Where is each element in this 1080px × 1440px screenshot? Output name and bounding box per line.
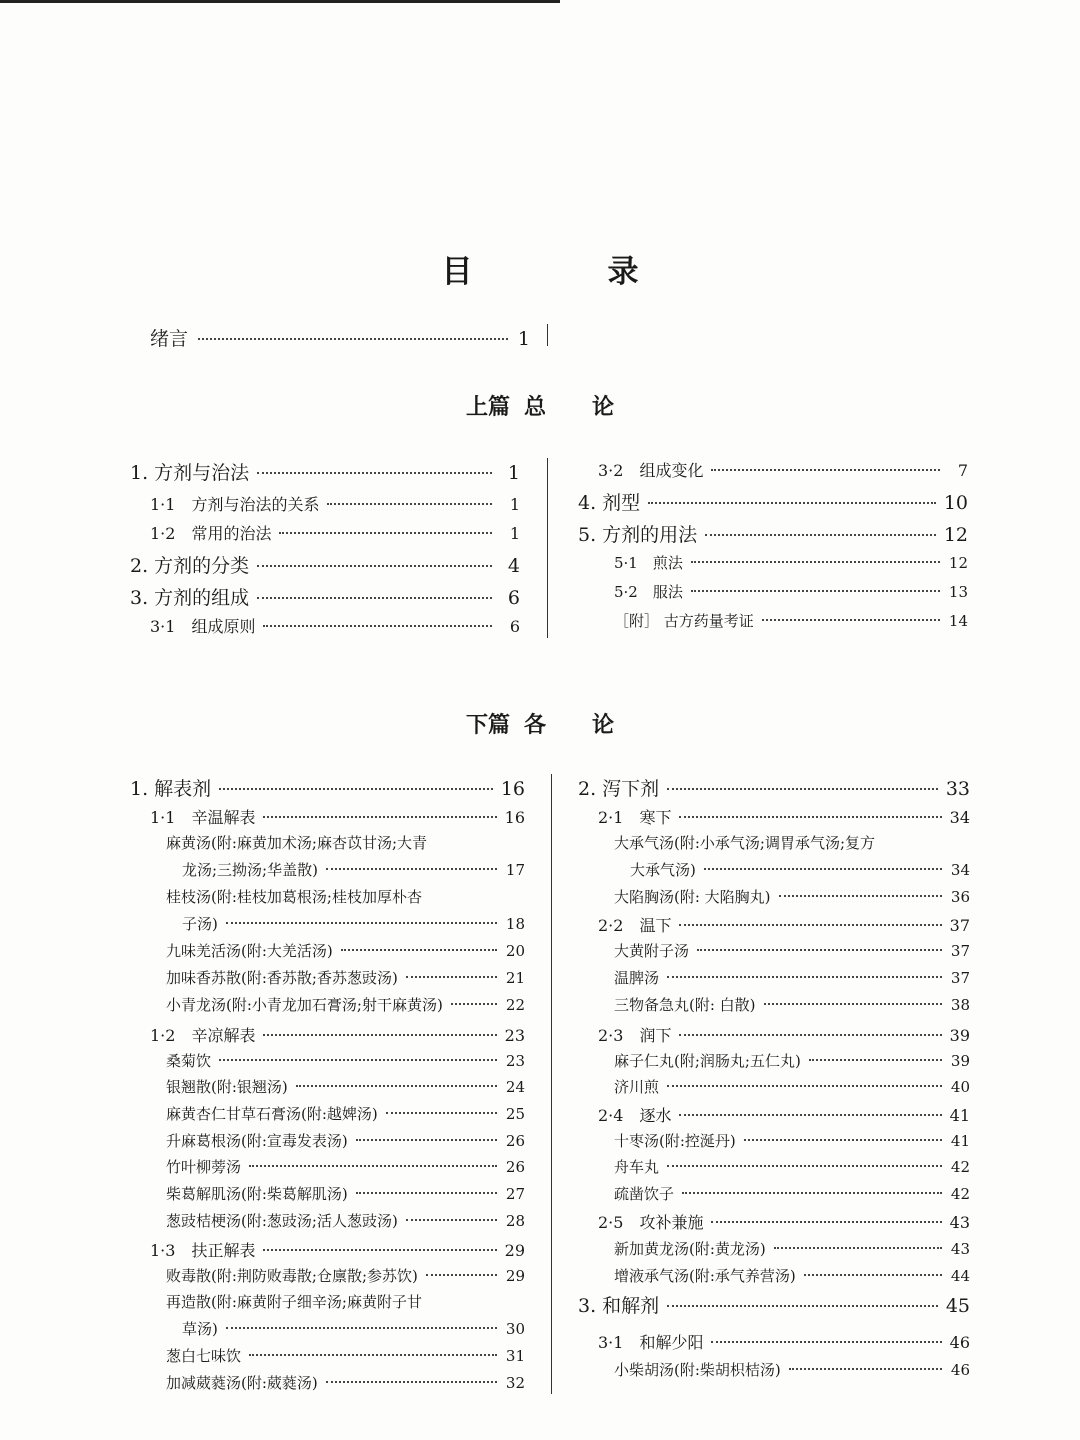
page-title: 目 录 [441,254,691,290]
toc-entry[interactable] [130,967,525,988]
part-heading-general [0,390,1080,421]
toc-entry-page: 12 [943,524,968,546]
toc-entry[interactable] [130,1130,525,1151]
toc-entry-label: 葱豉桔梗汤(附:葱豉汤;活人葱豉汤) [166,1212,398,1230]
toc-entry[interactable] [130,913,525,934]
toc-entry[interactable] [578,832,970,853]
toc-entry-page: 29 [504,1241,525,1260]
toc-entry[interactable] [578,859,970,880]
toc-entry[interactable] [578,1023,970,1046]
toc-entry-page: 14 [948,612,968,630]
part-word: 总 [523,394,546,420]
toc-entry-page: 27 [505,1185,525,1203]
toc-entry-label: 2·4 逐水 [598,1106,672,1125]
leader-dots [705,534,936,536]
toc-entry-label: 子汤) [182,915,218,933]
toc-entry-label: 1·1 方剂与治法的关系 [150,495,320,514]
toc-entry-label: 2. 方剂的分类 [130,555,250,577]
toc-entry-label: 麻子仁丸(附;润肠丸;五仁丸) [614,1052,801,1070]
toc-entry[interactable] [130,1265,525,1286]
toc-entry-page: 21 [505,969,525,987]
toc-entry-page: 22 [505,996,525,1014]
toc-entry-label: 增液承气汤(附:承气养营汤) [614,1267,796,1285]
toc-entry-page: 33 [945,778,970,800]
toc-entry-page: 16 [504,808,525,827]
toc-entry[interactable] [130,1103,525,1124]
toc-entry-page: 43 [949,1213,970,1232]
leader-dots [804,1274,942,1276]
toc-entry[interactable] [578,610,968,631]
toc-entry-page: 44 [950,1267,970,1285]
toc-entry-label: 3. 方剂的组成 [130,587,250,609]
toc-entry-page: 23 [504,1026,525,1045]
leader-dots [198,338,508,340]
leader-dots [327,503,492,505]
toc-entry-page: 1 [517,328,530,350]
leader-dots [263,816,496,818]
toc-entry[interactable] [578,1076,970,1097]
toc-entry[interactable] [130,1291,525,1312]
toc-entry-page: 41 [950,1132,970,1150]
toc-entry-label: 再造散(附:麻黄附子细辛汤;麻黄附子甘 [166,1293,422,1311]
leader-dots [219,788,493,790]
toc-entry-page: 1 [509,495,520,514]
toc-entry-page: 13 [948,583,968,601]
part-word: 论 [592,712,615,738]
leader-dots [774,1247,942,1249]
leader-dots [257,472,492,474]
toc-entry-page: 10 [943,492,968,514]
toc-entry-label: 3. 和解剂 [578,1295,660,1317]
leader-dots [711,1221,941,1223]
toc-entry[interactable] [578,774,970,801]
toc-entry-page: 4 [507,555,520,577]
toc-entry-label: 银翘散(附:银翘汤) [166,1078,288,1096]
toc-entry[interactable] [130,1318,525,1339]
toc-entry-page: 18 [505,915,525,933]
toc-entry-label: 十枣汤(附:控涎丹) [614,1132,736,1150]
leader-dots [451,1003,497,1005]
leader-dots [249,1165,497,1167]
toc-entry-label: 3·1 组成原则 [150,617,256,636]
toc-entry-label: 败毒散(附:荆防败毒散;仓廪散;参苏饮) [166,1267,418,1285]
toc-entry-label: 桑菊饮 [166,1052,212,1070]
toc-entry-intro[interactable] [150,324,530,351]
toc-entry[interactable] [578,581,968,602]
toc-entry-page: 26 [505,1132,525,1150]
leader-dots [406,976,497,978]
toc-entry[interactable] [130,1076,525,1097]
toc-column-specific-right [578,774,970,1394]
leader-dots [356,1192,497,1194]
toc-entry[interactable] [578,520,968,547]
toc-entry-label: 1·3 扶正解表 [150,1241,256,1260]
toc-entry[interactable] [130,805,525,828]
leader-dots [386,1112,497,1114]
toc-entry-label: 2. 泻下剂 [578,778,660,800]
toc-entry-page: 16 [500,778,525,800]
toc-entry-page: 41 [949,1106,970,1125]
leader-dots [648,502,936,504]
leader-dots [789,1368,942,1370]
toc-entry-label: 温脾汤 [614,969,660,987]
toc-entry-label: 大承气汤(附:小承气汤;调胃承气汤;复方 [614,834,876,852]
toc-entry-label: 加味香苏散(附:香苏散;香苏葱豉汤) [166,969,398,987]
toc-entry[interactable] [578,1210,970,1233]
toc-entry[interactable] [130,886,525,907]
toc-entry-label: 草汤) [182,1320,218,1338]
toc-entry-label: 大承气汤) [630,861,696,879]
toc-entry-page: 37 [950,969,970,987]
toc-entry[interactable] [130,1183,525,1204]
toc-entry-label: 龙汤;三拗汤;华盖散) [182,861,318,879]
toc-entry-page: 40 [950,1078,970,1096]
toc-entry-label: 麻黄杏仁甘草石膏汤(附:越婢汤) [166,1105,378,1123]
toc-entry[interactable] [578,1103,970,1126]
toc-entry-label: 1. 解表剂 [130,778,212,800]
toc-entry-label: 1·2 辛凉解表 [150,1026,256,1045]
toc-entry-label: 1·1 辛温解表 [150,808,256,827]
leader-dots [249,1354,497,1356]
toc-entry-page: 34 [949,808,970,827]
toc-entry-page: 17 [505,861,525,879]
toc-entry-label: 2·2 温下 [598,916,672,935]
toc-entry-label: 2·5 攻补兼施 [598,1213,704,1232]
toc-entry-label: 升麻葛根汤(附:宣毒发表汤) [166,1132,348,1150]
toc-column-general-right [578,458,968,638]
leader-dots [263,1034,496,1036]
leader-dots [406,1219,497,1221]
leader-dots [341,949,497,951]
toc-entry-label: 5·1 煎法 [614,554,683,572]
toc-entry-label: 3·2 组成变化 [598,461,704,480]
toc-entry[interactable] [130,583,520,610]
toc-entry-page: 31 [505,1347,525,1365]
part-prefix: 下篇 [465,712,510,738]
toc-entry-label: 葱白七味饮 [166,1347,242,1365]
toc-entry-label: ［附］ 古方药量考证 [614,612,754,630]
toc-entry[interactable] [578,1156,970,1177]
toc-entry[interactable] [130,492,520,515]
toc-entry[interactable] [130,458,520,485]
toc-entry-label: 大陷胸汤(附: 大陷胸丸) [614,888,771,906]
top-rule [0,0,560,3]
toc-entry[interactable] [578,994,970,1015]
toc-entry-page: 37 [950,942,970,960]
leader-dots [257,565,492,567]
leader-dots [691,561,940,563]
toc-entry-page: 42 [950,1185,970,1203]
divider [547,324,548,346]
leader-dots [762,619,940,621]
column-divider [547,458,548,638]
toc-entry[interactable] [130,521,520,544]
toc-column-specific-left [130,774,525,1394]
toc-entry[interactable] [578,1291,970,1318]
toc-entry[interactable] [578,1050,970,1071]
toc-entry-label: 小柴胡汤(附:柴胡枳桔汤) [614,1361,781,1379]
toc-entry[interactable] [578,805,970,828]
leader-dots [679,1114,941,1116]
toc-entry-page: 39 [950,1052,970,1070]
toc-entry[interactable] [130,774,525,801]
part-heading-specific [0,708,1080,739]
toc-entry[interactable] [130,994,525,1015]
toc-entry-label: 大黄附子汤 [614,942,690,960]
leader-dots [667,976,942,978]
toc-entry[interactable] [578,458,968,481]
leader-dots [691,590,940,592]
toc-entry-label: 麻黄汤(附:麻黄加术汤;麻杏苡甘汤;大青 [166,834,428,852]
toc-column-general-left [130,458,520,638]
toc-entry[interactable] [130,614,520,637]
toc-entry-page: 46 [949,1333,970,1352]
toc-entry-page: 25 [505,1105,525,1123]
toc-entry[interactable] [130,832,525,853]
leader-dots [704,868,942,870]
toc-entry-page: 37 [949,916,970,935]
toc-entry-page: 38 [950,996,970,1014]
leader-dots [226,1327,497,1329]
toc-entry-label: 加减葳蕤汤(附:葳蕤汤) [166,1374,318,1392]
part-word: 各 [523,712,546,738]
toc-entry-page: 23 [505,1052,525,1070]
leader-dots [682,1192,942,1194]
toc-entry[interactable] [130,1156,525,1177]
leader-dots [257,597,492,599]
toc-entry[interactable] [578,1265,970,1286]
leader-dots [279,532,492,534]
leader-dots [326,1381,497,1383]
toc-entry-label: 绪言 [150,328,189,350]
leader-dots [226,922,497,924]
toc-entry-page: 42 [950,1158,970,1176]
toc-entry-page: 46 [950,1361,970,1379]
toc-entry[interactable] [578,1330,970,1353]
leader-dots [667,1305,938,1307]
leader-dots [764,1003,942,1005]
toc-entry-label: 疏凿饮子 [614,1185,675,1203]
leader-dots [779,895,942,897]
toc-entry[interactable] [130,1023,525,1046]
toc-entry[interactable] [578,552,968,573]
toc-entry-label: 济川煎 [614,1078,660,1096]
leader-dots [679,816,941,818]
toc-entry[interactable] [578,488,968,515]
toc-entry-page: 28 [505,1212,525,1230]
toc-entry-label: 4. 剂型 [578,492,641,514]
toc-entry-page: 32 [505,1374,525,1392]
leader-dots [697,949,942,951]
toc-entry-page: 45 [945,1295,970,1317]
toc-entry-label: 3·1 和解少阳 [598,1333,704,1352]
toc-entry-page: 30 [505,1320,525,1338]
toc-entry[interactable] [130,1345,525,1366]
toc-entry-page: 43 [950,1240,970,1258]
toc-entry-label: 1·2 常用的治法 [150,524,272,543]
toc-entry-label: 九味羌活汤(附:大羌活汤) [166,942,333,960]
toc-entry[interactable] [578,913,970,936]
toc-entry-label: 新加黄龙汤(附:黄龙汤) [614,1240,766,1258]
toc-entry[interactable] [578,1238,970,1259]
toc-entry-page: 24 [505,1078,525,1096]
toc-entry-page: 7 [957,461,968,480]
toc-entry[interactable] [578,1183,970,1204]
toc-entry-page: 1 [509,524,520,543]
leader-dots [219,1059,497,1061]
toc-entry[interactable] [578,940,970,961]
toc-entry-label: 三物备急丸(附: 白散) [614,996,756,1014]
toc-entry[interactable] [578,967,970,988]
leader-dots [296,1085,497,1087]
toc-entry[interactable] [130,1050,525,1071]
toc-entry-page: 6 [509,617,520,636]
toc-entry[interactable] [130,1210,525,1231]
toc-entry-label: 2·3 润下 [598,1026,672,1045]
toc-entry[interactable] [130,551,520,578]
toc-entry[interactable] [130,859,525,880]
toc-entry-label: 小青龙汤(附:小青龙加石膏汤;射干麻黄汤) [166,996,443,1014]
toc-entry[interactable] [578,1130,970,1151]
leader-dots [679,1034,941,1036]
toc-entry-page: 12 [948,554,968,572]
leader-dots [711,469,940,471]
part-word: 论 [592,394,615,420]
toc-entry-label: 竹叶柳蒡汤 [166,1158,242,1176]
leader-dots [667,1165,942,1167]
leader-dots [667,1085,942,1087]
toc-entry[interactable] [130,1238,525,1261]
part-prefix: 上篇 [465,394,510,420]
toc-entry-page: 36 [950,888,970,906]
column-divider [551,774,552,1394]
toc-entry[interactable] [130,940,525,961]
leader-dots [711,1341,941,1343]
toc-entry-page: 6 [507,587,520,609]
toc-entry-label: 桂枝汤(附:桂枝加葛根汤;桂枝加厚朴杏 [166,888,422,906]
toc-entry[interactable] [578,1359,970,1380]
leader-dots [426,1274,497,1276]
leader-dots [667,788,938,790]
toc-entry-page: 39 [949,1026,970,1045]
toc-entry[interactable] [130,1372,525,1393]
toc-entry-page: 26 [505,1158,525,1176]
toc-entry-label: 2·1 寒下 [598,808,672,827]
toc-entry-label: 5·2 服法 [614,583,683,601]
toc-entry-page: 34 [950,861,970,879]
leader-dots [744,1139,942,1141]
leader-dots [679,924,941,926]
toc-entry-label: 柴葛解肌汤(附:柴葛解肌汤) [166,1185,348,1203]
toc-entry-page: 29 [505,1267,525,1285]
leader-dots [263,625,492,627]
toc-entry-page: 1 [507,462,520,484]
leader-dots [809,1059,942,1061]
toc-entry-label: 舟车丸 [614,1158,660,1176]
toc-entry-label: 1. 方剂与治法 [130,462,250,484]
leader-dots [263,1249,496,1251]
leader-dots [356,1139,497,1141]
leader-dots [326,868,497,870]
toc-entry-page: 20 [505,942,525,960]
toc-entry-label: 5. 方剂的用法 [578,524,698,546]
toc-entry[interactable] [578,886,970,907]
